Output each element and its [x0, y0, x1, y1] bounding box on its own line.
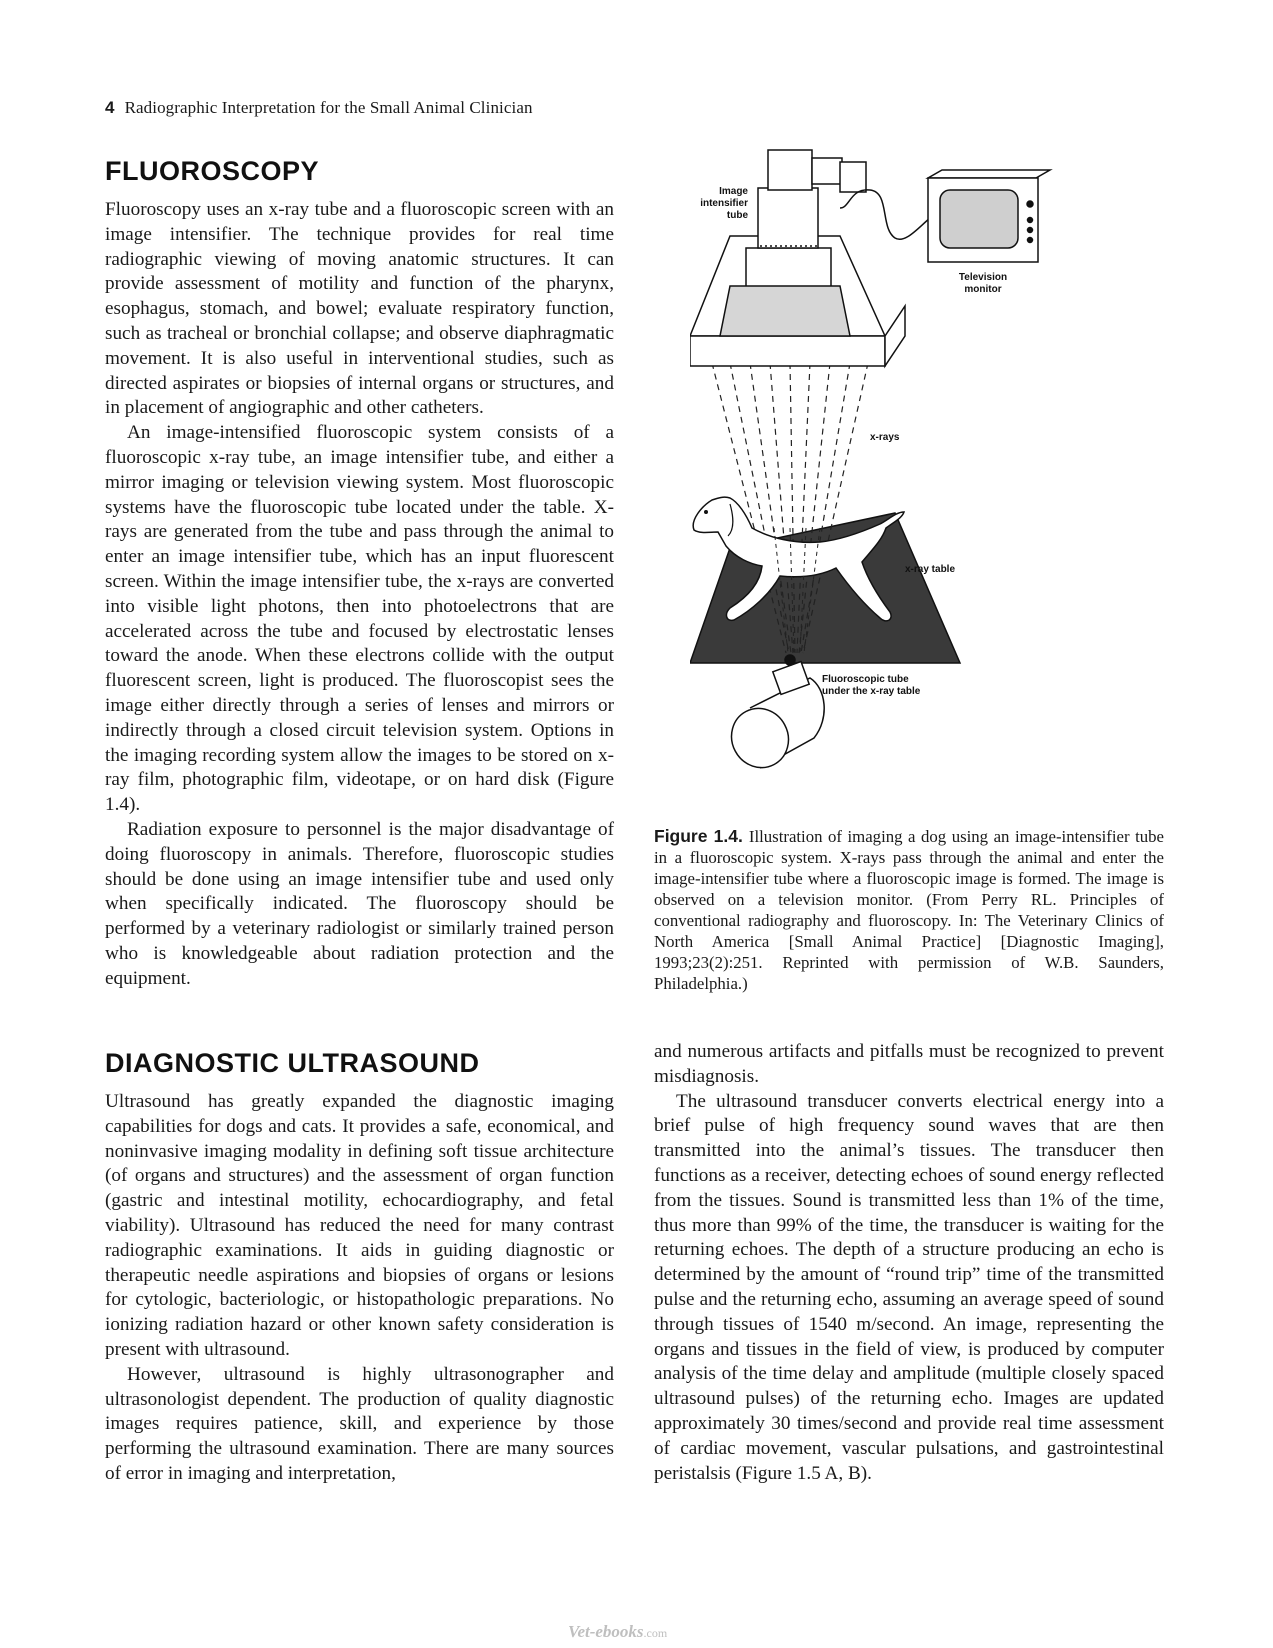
paragraph: Radiation exposure to personnel is the major disadvantage of doing fluoroscopy in animals. Therefore, fluoroscopic studies should be done using an image intensifier tube and used only when specifically indicated. The fluoroscopy should be performed by a veterinary radiologist or similarly trained person who is knowledgeable about radiation protection and the equipment.: [105, 818, 614, 989]
footer-watermark: [568, 1622, 667, 1642]
figure-caption: [654, 826, 1164, 994]
monitor-cable: [840, 190, 930, 239]
ultrasound-text-right: [654, 1040, 1164, 1486]
figure-caption-label: Figure 1.4.: [654, 826, 743, 846]
watermark-text: Vet-ebooks: [568, 1622, 644, 1641]
xrays-label: x-rays: [870, 432, 900, 443]
fluoroscopy-text: [105, 198, 614, 992]
paragraph: An image-intensified fluoroscopic system consists of a fluoroscopic x-ray tube, an image intensifier tube, and either a mirror imaging or television viewing system. Most fluoroscopic systems have the fluoroscopic tube located under the table. X-rays are generated from the tube and pass through the animal to enter an image intensifier tube, which has an input fluorescent screen. Within the image intensifier tube, the x-rays are converted into visible light photons, then into photoelectrons that are accelerated across the tube and focused by electrostatic lenses toward the anode. When these electrons collide with the output fluorescent screen, light is produced. The fluoroscopist sees the image either directly through a series of lenses and mirrors or indirectly through a closed circuit television system. Options in the imaging recording system allow the images to be stored on x-ray film, photographic film, videotape, or on hard disk (Figure 1.4).: [105, 422, 614, 816]
image-intensifier-label-2: intensifier: [700, 198, 748, 209]
fluoroscopic-tube: [721, 655, 824, 778]
television-monitor: [928, 170, 1050, 262]
watermark-suffix: .com: [643, 1626, 668, 1640]
paragraph: and numerous artifacts and pitfalls must be recognized to prevent misdiagnosis.: [654, 1041, 1164, 1087]
book-title: Radiographic Interpretation for the Small Animal Clinician: [124, 98, 533, 117]
fluoroscopy-illustration: [690, 148, 1130, 808]
ultrasound-heading: DIAGNOSTIC ULTRASOUND: [105, 1048, 480, 1078]
xray-table-label: x-ray table: [905, 564, 956, 575]
television-monitor-label-1: Television: [958, 272, 1008, 283]
fluoroscopy-heading: FLUOROSCOPY: [105, 156, 320, 186]
figure-caption-text: Illustration of imaging a dog using an image-intensifier tube in a fluoroscopic system. X-rays pass through the animal and enter the image-intensifier tube where a fluoroscopic image is formed. The image is observed on a television monitor. (From Perry RL. Principles of conventional radiography and fluoroscopy. In: The Veterinary Clinics of North America [Small Animal Practice] [Diagnostic Imaging], 1993;23(2):251. Reprinted with permission of W.B. Saunders, Philadelphia.): [654, 827, 1164, 993]
paragraph: Fluoroscopy uses an x-ray tube and a fluoroscopic screen with an image intensifier. The technique provides for real time radiographic viewing of moving anatomic structures. It can provide assessment of motility and function of the pharynx, esophagus, stomach, and bowel; evaluate respiratory function, such as tracheal or bronchial collapse; and observe diaphragmatic movement. It is also useful in interventional studies, such as directed aspirates or biopsies of internal organs or structures, and in placement of angiographic and other catheters.: [105, 199, 614, 419]
image-intensifier: [690, 150, 905, 366]
fluoroscopic-tube-label-1: Fluoroscopic tube: [822, 674, 909, 685]
ultrasound-text-left: [105, 1090, 614, 1487]
fluoroscopic-tube-label-2: under the x-ray table: [822, 686, 921, 697]
paragraph: However, ultrasound is highly ultrasonographer and ultrasonologist dependent. The production of quality diagnostic images requires patience, skill, and experience by those performing the ultrasound examination. There are many sources of error in imaging and interpretation,: [105, 1363, 614, 1484]
image-intensifier-label-1: Image: [719, 186, 748, 197]
page-number: 4: [105, 98, 115, 117]
image-intensifier-label-3: tube: [726, 210, 748, 221]
television-monitor-label-2: monitor: [964, 284, 1002, 295]
paragraph: Ultrasound has greatly expanded the diagnostic imaging capabilities for dogs and cats. It provides a safe, economical, and noninvasive imaging modality in defining soft tissue architecture (of organs and structures) and the assessment of organ function (gastric and intestinal motility, echocardiography, and fetal viability). Ultrasound has reduced the need for many contrast radiographic examinations. It aids in guiding diagnostic or therapeutic needle aspirations and biopsies of organs or lesions for cytologic, bacteriologic, or histopathologic preparations. No ionizing radiation hazard or other known safety consideration is present with ultrasound.: [105, 1091, 614, 1360]
paragraph: The ultrasound transducer converts electrical energy into a brief pulse of high frequency sound waves that are then transmitted into the animal’s tissues. The transducer then functions as a receiver, detecting echoes of sound energy reflected from the tissues. Sound is transmitted less than 1% of the time, thus more than 99% of the time, the transducer is waiting for the returning echoes. The depth of a structure producing an echo is determined by the amount of “round trip” time of the transmitted pulse and the returning echo, assuming an average speed of sound through tissues of 1540 m/second. An image, representing the organs and tissues in the field of view, is produced by computer analysis of the time delay and amplitude (multiple closely spaced ultrasound pulses) of the returning echo. Images are updated approximately 30 times/second and provide real time assessment of cardiac movement, vascular pulsations, and gastrointestinal peristalsis (Figure 1.5 A, B).: [654, 1090, 1164, 1484]
running-head: [105, 98, 533, 118]
